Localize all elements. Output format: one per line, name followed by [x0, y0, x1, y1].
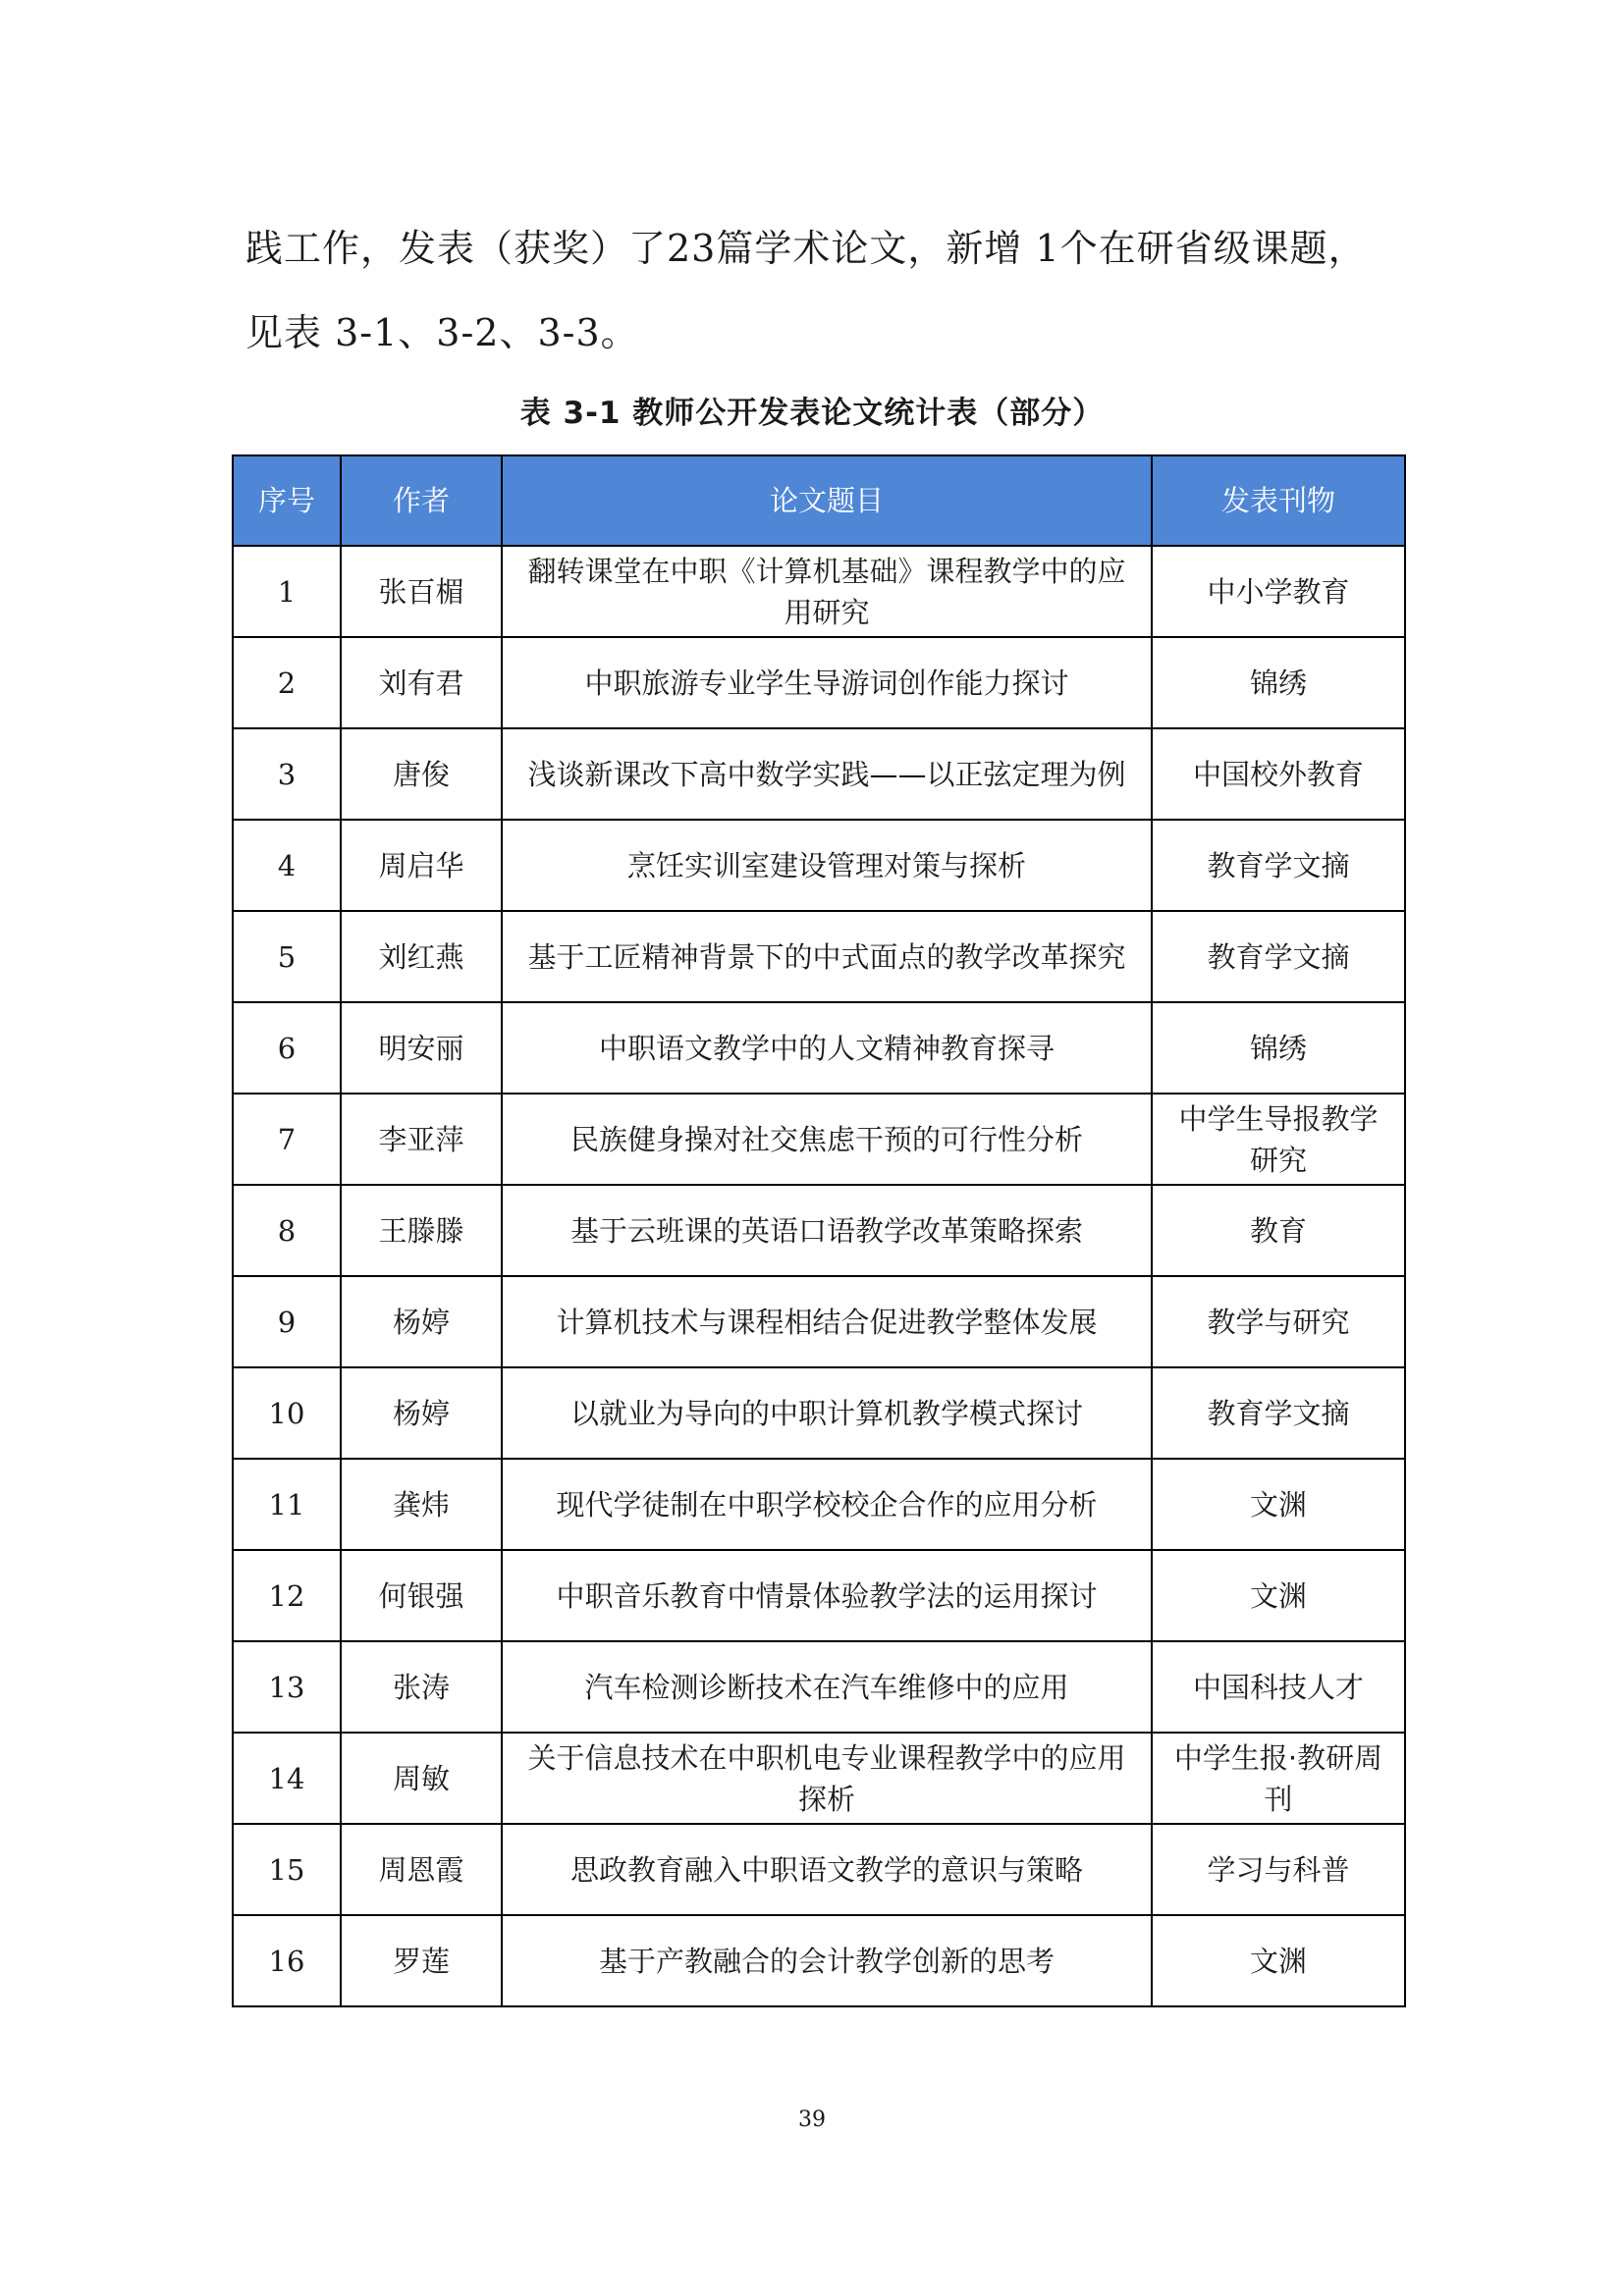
cell-title: 基于云班课的英语口语教学改革策略探索 — [502, 1185, 1152, 1276]
cell-journal: 锦绣 — [1152, 1002, 1405, 1094]
cell-no: 11 — [233, 1459, 341, 1550]
cell-title: 浅谈新课改下高中数学实践——以正弦定理为例 — [502, 728, 1152, 820]
intro-line-1: 践工作，发表（获奖）了23篇学术论文，新增 1个在研省级课题， — [245, 227, 1367, 270]
cell-title: 民族健身操对社交焦虑干预的可行性分析 — [502, 1094, 1152, 1185]
cell-no: 7 — [233, 1094, 341, 1185]
table-row — [233, 1367, 1405, 1459]
table-row — [233, 1002, 1405, 1094]
cell-journal: 教育 — [1152, 1185, 1405, 1276]
cell-journal: 中小学教育 — [1152, 546, 1405, 637]
cell-author: 杨婷 — [341, 1276, 502, 1367]
cell-journal: 教育学文摘 — [1152, 1367, 1405, 1459]
cell-journal: 文渊 — [1152, 1550, 1405, 1641]
cell-no: 1 — [233, 546, 341, 637]
cell-title: 基于产教融合的会计教学创新的思考 — [502, 1915, 1152, 2006]
intro-paragraph — [245, 206, 1404, 375]
cell-author: 龚炜 — [341, 1459, 502, 1550]
cell-journal: 学习与科普 — [1152, 1824, 1405, 1915]
cell-no: 8 — [233, 1185, 341, 1276]
cell-no: 14 — [233, 1733, 341, 1824]
cell-author: 刘红燕 — [341, 911, 502, 1002]
paper-statistics-table — [232, 454, 1406, 2007]
table-row — [233, 1733, 1405, 1824]
cell-title: 计算机技术与课程相结合促进教学整体发展 — [502, 1276, 1152, 1367]
cell-author: 周恩霞 — [341, 1824, 502, 1915]
cell-no: 4 — [233, 820, 341, 911]
header-title: 论文题目 — [502, 455, 1152, 546]
table-row — [233, 1094, 1405, 1185]
cell-no: 3 — [233, 728, 341, 820]
table-row — [233, 1915, 1405, 2006]
table-row — [233, 1185, 1405, 1276]
table-row — [233, 911, 1405, 1002]
cell-journal: 教育学文摘 — [1152, 820, 1405, 911]
cell-author: 何银强 — [341, 1550, 502, 1641]
cell-journal: 中国科技人才 — [1152, 1641, 1405, 1733]
cell-no: 13 — [233, 1641, 341, 1733]
cell-journal: 教学与研究 — [1152, 1276, 1405, 1367]
cell-no: 10 — [233, 1367, 341, 1459]
intro-line-2: 见表 3-1、3-2、3-3。 — [245, 311, 639, 354]
cell-title: 烹饪实训室建设管理对策与探析 — [502, 820, 1152, 911]
cell-no: 9 — [233, 1276, 341, 1367]
table-header — [233, 455, 1405, 546]
cell-title: 翻转课堂在中职《计算机基础》课程教学中的应用研究 — [502, 546, 1152, 637]
table-row — [233, 546, 1405, 637]
table-row — [233, 1550, 1405, 1641]
cell-author: 明安丽 — [341, 1002, 502, 1094]
cell-no: 12 — [233, 1550, 341, 1641]
table-row — [233, 728, 1405, 820]
cell-author: 周启华 — [341, 820, 502, 911]
cell-title: 中职旅游专业学生导游词创作能力探讨 — [502, 637, 1152, 728]
cell-author: 罗莲 — [341, 1915, 502, 2006]
cell-author: 周敏 — [341, 1733, 502, 1824]
cell-no: 2 — [233, 637, 341, 728]
table-row — [233, 820, 1405, 911]
header-journal: 发表刊物 — [1152, 455, 1405, 546]
cell-no: 6 — [233, 1002, 341, 1094]
cell-title: 现代学徒制在中职学校校企合作的应用分析 — [502, 1459, 1152, 1550]
cell-title: 基于工匠精神背景下的中式面点的教学改革探究 — [502, 911, 1152, 1002]
cell-title: 中职语文教学中的人文精神教育探寻 — [502, 1002, 1152, 1094]
cell-no: 15 — [233, 1824, 341, 1915]
cell-no: 5 — [233, 911, 341, 1002]
table-body — [233, 546, 1405, 2006]
cell-author: 唐俊 — [341, 728, 502, 820]
cell-journal: 中国校外教育 — [1152, 728, 1405, 820]
cell-author: 张涛 — [341, 1641, 502, 1733]
cell-journal: 锦绣 — [1152, 637, 1405, 728]
header-author: 作者 — [341, 455, 502, 546]
cell-author: 刘有君 — [341, 637, 502, 728]
cell-journal: 文渊 — [1152, 1459, 1405, 1550]
cell-journal: 中学生报·教研周刊 — [1152, 1733, 1405, 1824]
cell-author: 杨婷 — [341, 1367, 502, 1459]
cell-title: 以就业为导向的中职计算机教学模式探讨 — [502, 1367, 1152, 1459]
cell-author: 张百楣 — [341, 546, 502, 637]
cell-title: 中职音乐教育中情景体验教学法的运用探讨 — [502, 1550, 1152, 1641]
cell-no: 16 — [233, 1915, 341, 2006]
table-row — [233, 1641, 1405, 1733]
table-row — [233, 637, 1405, 728]
cell-author: 李亚萍 — [341, 1094, 502, 1185]
cell-title: 关于信息技术在中职机电专业课程教学中的应用探析 — [502, 1733, 1152, 1824]
cell-journal: 中学生导报教学研究 — [1152, 1094, 1405, 1185]
cell-title: 思政教育融入中职语文教学的意识与策略 — [502, 1824, 1152, 1915]
page-number: 39 — [798, 2108, 826, 2132]
table-caption: 表 3-1 教师公开发表论文统计表（部分） — [519, 396, 1105, 431]
cell-journal: 教育学文摘 — [1152, 911, 1405, 1002]
cell-journal: 文渊 — [1152, 1915, 1405, 2006]
table-header-row — [233, 455, 1405, 546]
cell-title: 汽车检测诊断技术在汽车维修中的应用 — [502, 1641, 1152, 1733]
header-no: 序号 — [233, 455, 341, 546]
table-row — [233, 1824, 1405, 1915]
cell-author: 王滕滕 — [341, 1185, 502, 1276]
table-row — [233, 1459, 1405, 1550]
table-row — [233, 1276, 1405, 1367]
